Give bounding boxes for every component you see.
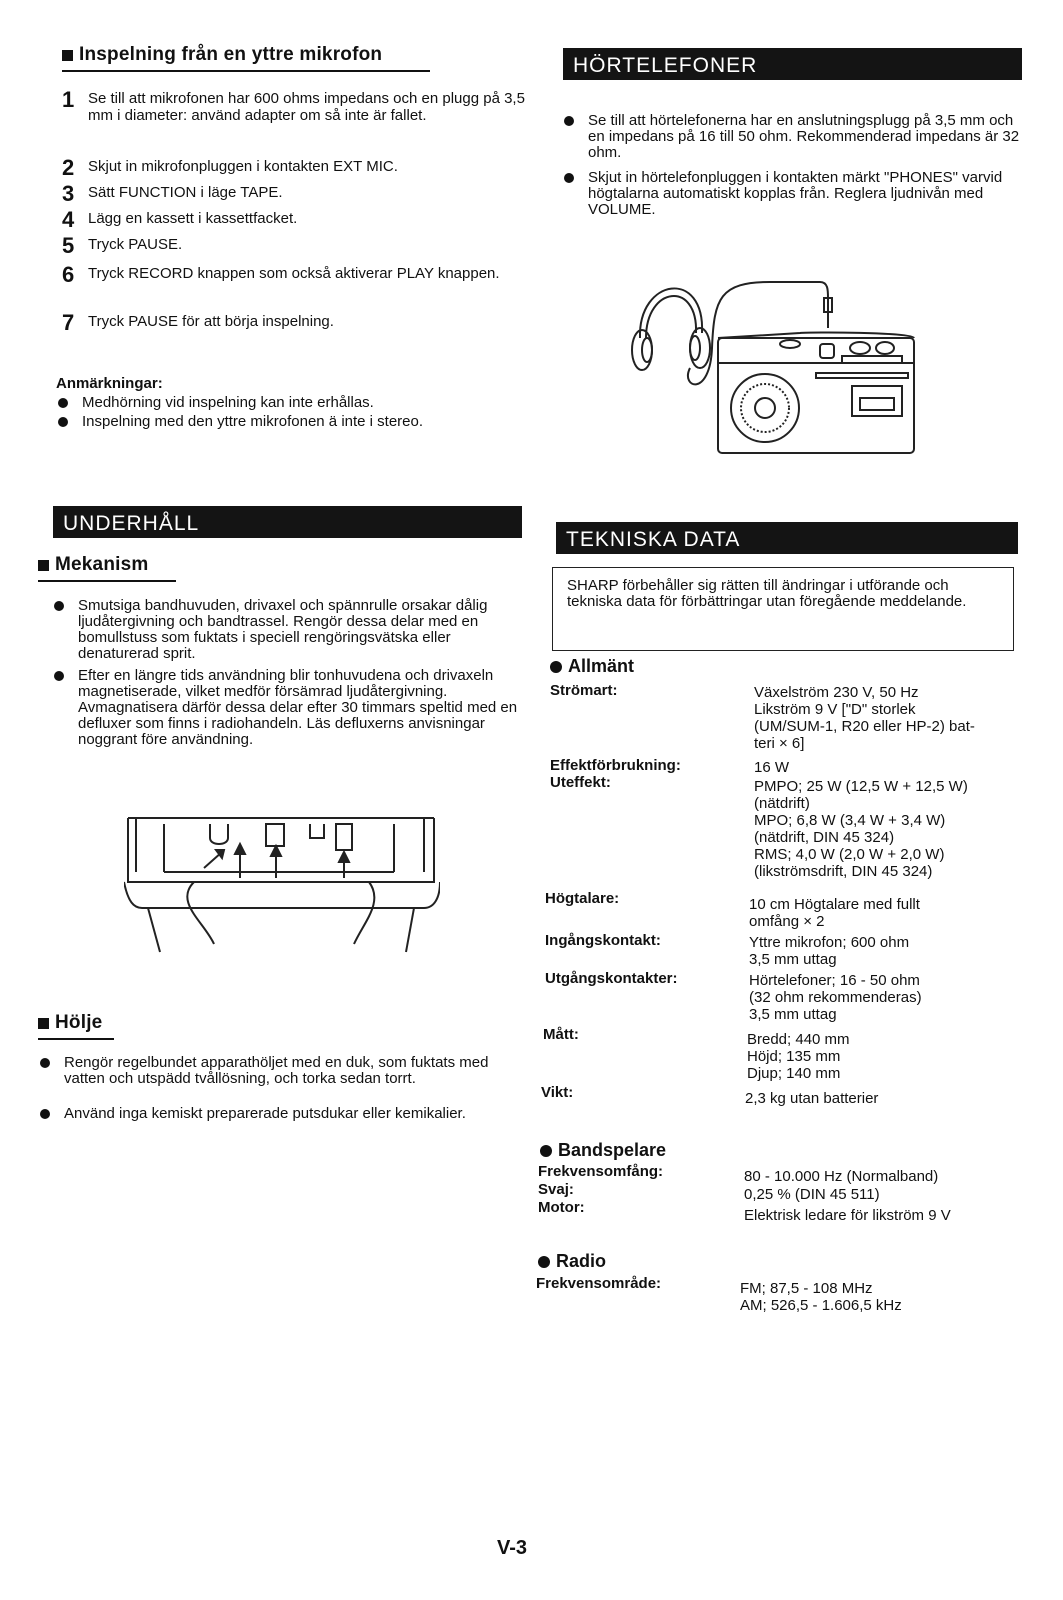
mic-section xyxy=(62,44,532,72)
step-1 xyxy=(62,87,528,124)
mechanism-bullet: Efter en längre tids användning blir tonhuvudena och drivaxeln magnetiserade, vilket medför försämrad ljudåtergivning. Avmagnatisera därför dessa delar efter 30 timmars speltid med en defluxer som finns i radiohandeln. Läs defluxerns anvisningar noggrant före användning. xyxy=(52,668,520,748)
step-number: 1 xyxy=(62,87,75,112)
case-bullet: Använd inga kemiskt preparerade putsdukar eller kemikalier. xyxy=(38,1106,514,1122)
case-title: Hölje xyxy=(38,1012,114,1034)
specs-notice: SHARP förbehåller sig rätten till ändringar i utförande och tekniska data för förbättringar utan föregående meddelande. xyxy=(552,567,1014,651)
spec-value: FM; 87,5 - 108 MHz AM; 526,5 - 1.606,5 kHz xyxy=(740,1280,902,1314)
mic-title: Inspelning från en yttre mikrofon xyxy=(62,44,532,66)
spec-label: Ingångskontakt: xyxy=(545,932,661,949)
spec-label: Mått: xyxy=(543,1026,579,1043)
bullet-dot-icon xyxy=(538,1256,550,1268)
mechanism-section xyxy=(38,554,176,582)
step-text: Tryck PAUSE för att börja inspelning. xyxy=(88,313,334,330)
step-number: 4 xyxy=(62,207,75,232)
step-text: Tryck PAUSE. xyxy=(88,236,183,253)
spec-label: Uteffekt: xyxy=(550,774,611,791)
case-bullet: Rengör regelbundet apparathöljet med en duk, som fuktats med vatten och utspädd tvållösning, och torka sedan torrt. xyxy=(38,1055,514,1087)
step-4 xyxy=(62,207,528,232)
square-bullet-icon xyxy=(38,560,49,571)
mechanism-bullet: Smutsiga bandhuvuden, drivaxel och spännrulle orsakar dålig ljudåtergivning och bandtrassel. Rengör dessa delar med en bomullstuss som fuktats i speciell rengöringsvätska eller denaturerad sprit. xyxy=(52,598,520,662)
note-item: Inspelning med den yttre mikrofonen ä inte i stereo. xyxy=(56,414,526,430)
notes-title: Anmärkningar: xyxy=(56,375,163,392)
step-2 xyxy=(62,155,528,180)
bullet-dot-icon xyxy=(40,1058,50,1068)
bullet-dot-icon xyxy=(54,601,64,611)
spec-label: Frekvensomfång: xyxy=(538,1163,664,1180)
spec-value: 10 cm Högtalare med fullt omfång × 2 xyxy=(749,896,920,930)
bullet-dot-icon xyxy=(540,1145,552,1157)
mechanism-title-rule xyxy=(38,580,176,582)
step-text: Lägg en kassett i kassettfacket. xyxy=(88,210,298,227)
step-text: Sätt FUNCTION i läge TAPE. xyxy=(88,184,283,201)
square-bullet-icon xyxy=(62,50,73,61)
bullet-dot-icon xyxy=(564,116,574,126)
square-bullet-icon xyxy=(38,1018,49,1029)
step-text: Skjut in mikrofonpluggen i kontakten EXT MIC. xyxy=(88,158,398,175)
bullet-dot-icon xyxy=(40,1109,50,1119)
spec-value: Bredd; 440 mm Höjd; 135 mm Djup; 140 mm xyxy=(747,1031,850,1082)
step-3 xyxy=(62,181,528,206)
step-7 xyxy=(62,310,528,335)
step-text: Tryck RECORD knappen som också aktiverar PLAY knappen. xyxy=(88,265,500,282)
step-number: 6 xyxy=(62,262,75,287)
page-number: V-3 xyxy=(497,1537,528,1559)
spec-label: Vikt: xyxy=(541,1084,574,1101)
bullet-dot-icon xyxy=(564,173,574,183)
bullet-dot-icon xyxy=(54,671,64,681)
spec-label: Svaj: xyxy=(538,1181,574,1198)
step-number: 2 xyxy=(62,155,75,180)
tape-mechanism-illustration xyxy=(124,812,440,960)
step-text: Se till att mikrofonen har 600 ohms impedans och en plugg på 3,5 mm i diameter: använd adapter om så inte är fallet. xyxy=(88,90,525,124)
headphones-illustration xyxy=(620,268,920,458)
spec-label: Effektförbrukning: xyxy=(550,757,681,774)
bullet-dot-icon xyxy=(58,398,68,408)
spec-label: Utgångskontakter: xyxy=(545,970,678,987)
mic-title-rule xyxy=(62,70,430,72)
step-5 xyxy=(62,233,528,258)
step-number: 5 xyxy=(62,233,75,258)
spec-value: Elektrisk ledare för likström 9 V xyxy=(744,1207,951,1224)
tape-heading: Bandspelare xyxy=(540,1140,666,1161)
spec-label: Strömart: xyxy=(550,682,618,699)
spec-value: 0,25 % (DIN 45 511) xyxy=(744,1186,880,1203)
step-6 xyxy=(62,262,528,287)
case-title-rule xyxy=(38,1038,114,1040)
headphones-banner: HÖRTELEFONER xyxy=(563,48,1022,80)
spec-label: Motor: xyxy=(538,1199,585,1216)
spec-value: 80 - 10.000 Hz (Normalband) xyxy=(744,1168,939,1185)
spec-value: 16 W xyxy=(754,759,790,776)
spec-label: Högtalare: xyxy=(545,890,620,907)
headphones-bullet: Skjut in hörtelefonpluggen i kontakten märkt "PHONES" varvid högtalarna automatiskt kopplas från. Reglera ljudnivån med VOLUME. xyxy=(562,170,1020,218)
spec-value: Växelström 230 V, 50 Hz Likström 9 V ["D" storlek (UM/SUM-1, R20 eller HP-2) bat- teri × 6] xyxy=(754,684,975,752)
radio-heading: Radio xyxy=(538,1251,606,1272)
general-heading: Allmänt xyxy=(550,656,634,677)
mechanism-title: Mekanism xyxy=(38,554,176,576)
case-section xyxy=(38,1012,114,1040)
specs-banner: TEKNISKA DATA xyxy=(556,522,1018,554)
maintenance-banner: UNDERHÅLL xyxy=(53,506,522,538)
spec-value: 2,3 kg utan batterier xyxy=(745,1090,879,1107)
note-item: Medhörning vid inspelning kan inte erhållas. xyxy=(56,395,526,411)
spec-value: PMPO; 25 W (12,5 W + 12,5 W) (nätdrift) MPO; 6,8 W (3,4 W + 3,4 W) (nätdrift, DIN 45 324) RMS; 4,0 W (2,0 W + 2,0 W) (likströmsdrift, DIN 45 324) xyxy=(754,778,968,880)
headphones-bullet: Se till att hörtelefonerna har en anslutningsplugg på 3,5 mm och en impedans på 16 till 50 ohm. Rekommenderad impedans är 32 ohm. xyxy=(562,113,1020,161)
spec-value: Yttre mikrofon; 600 ohm 3,5 mm uttag xyxy=(749,934,910,968)
spec-label: Frekvensområde: xyxy=(536,1275,662,1292)
spec-value: Hörtelefoner; 16 - 50 ohm (32 ohm rekommenderas) 3,5 mm uttag xyxy=(749,972,922,1023)
step-number: 3 xyxy=(62,181,75,206)
step-number: 7 xyxy=(62,310,75,335)
bullet-dot-icon xyxy=(550,661,562,673)
bullet-dot-icon xyxy=(58,417,68,427)
